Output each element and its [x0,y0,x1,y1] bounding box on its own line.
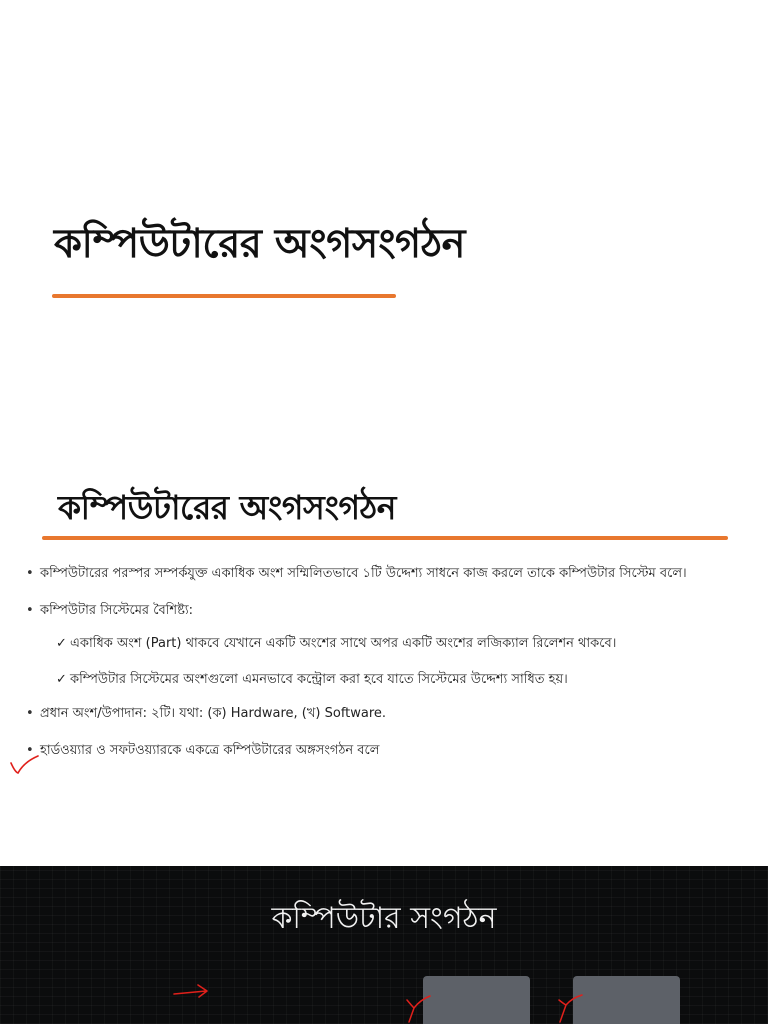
check-icon: ✓ [56,636,67,651]
slide-3-title: কম্পিউটার সংগঠন [271,901,497,936]
bullet-list [24,558,740,766]
bullet-features-heading: • কম্পিউটার সিস্টেমের বৈশিষ্ট্য: [24,595,740,626]
sub-item-text: কম্পিউটার সিস্টেমের অংশগুলো এমনভাবে কন্ট্রোল করা হবে যাতে সিস্টেমের উদ্দেশ্য সাধিত হয়। [70,672,568,687]
slide-2-title: কম্পিউটারের অংগসংগঠন [58,488,396,527]
slide-1 [0,0,768,432]
slide-1-title: কম্পিউটারের অংগসংগঠন [54,220,466,267]
slide-3 [0,866,768,1024]
slide-2 [0,432,768,866]
red-arrow-icon [172,982,212,1002]
sub-item-parts [24,626,740,662]
bullet-definition: • কম্পিউটারের পরস্পর সম্পর্কযুক্ত একাধিক অংশ সম্মিলিতভাবে ১টি উদ্দেশ্য সাধনে কাজ করলে তাকে কম্পিউটার সিস্টেম বলে। [24,558,740,589]
red-tick-icon [404,992,432,1024]
component-box-2 [573,976,680,1024]
slide-1-title-underline [52,294,396,298]
red-tick-icon [8,752,42,778]
check-icon: ✓ [56,672,67,687]
bullet-main-parts: • প্রধান অংশ/উপাদান: ২টি। যথা: (ক) Hardware, (খ) Software. [24,698,740,729]
slide-2-title-underline [42,536,728,540]
sub-item-control [24,662,740,698]
component-box-1 [423,976,530,1024]
red-tick-icon [556,990,584,1024]
bullet-organization: • হার্ডওয়্যার ও সফটওয়্যারকে একত্রে কম্পিউটারের অঙ্গসংগঠন বলে [24,735,740,766]
sub-item-text: একাধিক অংশ (Part) থাকবে যেখানে একটি অংশের সাথে অপর একটি অংশের লজিক্যাল রিলেশন থাকবে। [70,636,617,651]
